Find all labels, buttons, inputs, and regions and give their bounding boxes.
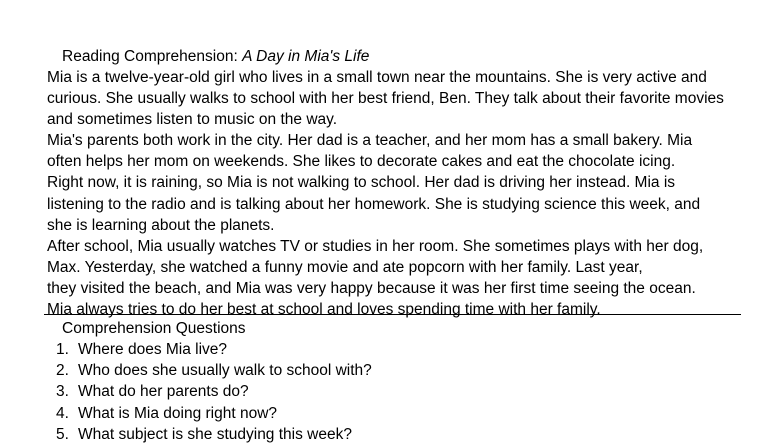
question-number: 3. — [56, 383, 69, 401]
passage-line: Right now, it is raining, so Mia is not walking to school. Her dad is driving her instead. Mia is — [47, 174, 676, 192]
passage-line: Mia's parents both work in the city. Her dad is a teacher, and her mom has a small bakery. Mia — [47, 132, 693, 150]
passage-line: Mia is a twelve-year-old girl who lives in a small town near the mountains. She is very active and — [47, 69, 707, 86]
passage-line: they visited the beach, and Mia was very happy because it was her first time seeing the ocean. — [47, 279, 696, 297]
title-work: A Day in Mia's Life — [242, 48, 370, 65]
passage-line: listening to the radio and is talking about her homework. She is studying science this week, and — [47, 195, 701, 213]
question-text: Where does Mia live? — [78, 341, 228, 358]
question-item — [56, 424, 372, 445]
passage-line: she is learning about the planets. — [47, 216, 275, 234]
passage-line: and sometimes listen to music on the way. — [47, 111, 338, 129]
question-item — [56, 339, 372, 360]
worksheet-title — [62, 46, 369, 67]
passage-line: After school, Mia usually watches TV or studies in her room. She sometimes plays with her dog, — [47, 237, 704, 255]
question-text: What subject is she studying this week? — [78, 425, 352, 443]
question-number: 4. — [56, 404, 69, 422]
passage-line: curious. She usually walks to school with her best friend, Ben. They talk about their favorite movies — [47, 90, 724, 108]
passage-line: often helps her mom on weekends. She likes to decorate cakes and eat the chocolate icing. — [47, 153, 676, 171]
questions-list — [56, 339, 372, 445]
question-number: 2. — [56, 362, 69, 380]
question-item — [56, 381, 372, 402]
title-prefix: Reading Comprehension: — [62, 48, 243, 65]
question-item — [56, 360, 372, 381]
section-divider — [44, 314, 741, 315]
question-text: What do her parents do? — [78, 383, 249, 401]
question-number: 5. — [56, 425, 69, 443]
question-item — [56, 403, 372, 424]
questions-heading: Comprehension Questions — [62, 320, 246, 337]
question-number: 1. — [56, 341, 69, 358]
passage-line: Mia always tries to do her best at school and loves spending time with her family. — [47, 301, 601, 319]
question-text: What is Mia doing right now? — [78, 404, 278, 422]
reading-passage — [47, 67, 747, 320]
question-text: Who does she usually walk to school with? — [78, 362, 372, 380]
passage-line: Max. Yesterday, she watched a funny movie and ate popcorn with her family. Last year, — [47, 258, 643, 276]
